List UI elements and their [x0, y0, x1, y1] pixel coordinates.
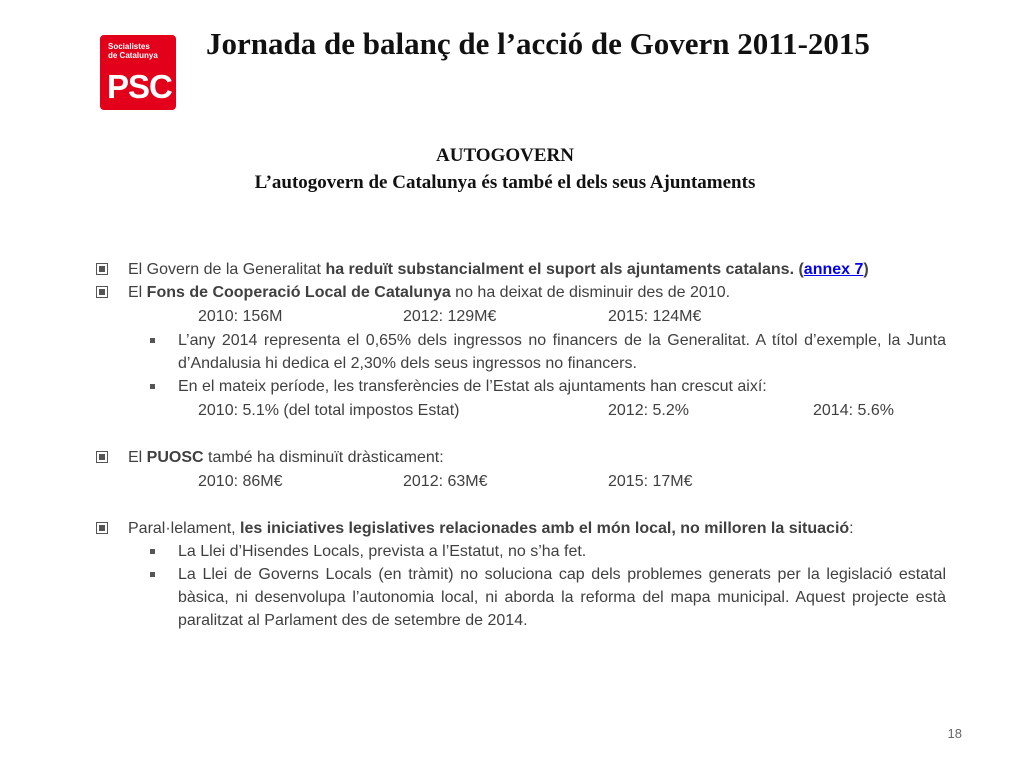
section-heading: AUTOGOVERN — [436, 145, 574, 166]
bullet-item: Paral·lelament, les iniciatives legislatives relacionades amb el món local, no milloren la situació: — [96, 517, 946, 540]
checkbox-bullet-icon — [96, 286, 108, 298]
square-bullet-icon — [150, 549, 155, 554]
values-row: 2010: 5.1% (del total impostos Estat) 2012: 5.2% 2014: 5.6% — [198, 402, 894, 419]
slide-content — [96, 258, 946, 632]
sub-bullet-item: En el mateix període, les transferències de l’Estat als ajuntaments han crescut així: — [96, 375, 946, 398]
annex-link[interactable]: annex 7 — [803, 261, 864, 278]
values-row: 2010: 156M 2012: 129M€ 2015: 124M€ — [198, 308, 702, 325]
checkbox-bullet-icon — [96, 522, 108, 534]
sub-bullet-item: La Llei de Governs Locals (en tràmit) no soluciona cap dels problemes generats per la legislació estatal bàsica, ni desenvolupa l’autonomia local, ni aborda la reforma del mapa municipal. Aquest projecte està paralitzat al Parlament des de setembre de 2014. — [96, 563, 946, 632]
square-bullet-icon — [150, 338, 155, 343]
psc-logo — [100, 35, 176, 110]
square-bullet-icon — [150, 572, 155, 577]
page-number: 18 — [947, 726, 962, 741]
section-header — [0, 142, 1010, 196]
bullet-item: El PUOSC també ha disminuït dràsticament: — [96, 446, 946, 469]
checkbox-bullet-icon — [96, 263, 108, 275]
sub-bullet-item: La Llei d’Hisendes Locals, prevista a l’Estatut, no s’ha fet. — [96, 540, 946, 563]
page-title: Jornada de balanç de l’acció de Govern 2011-2015 — [206, 26, 870, 61]
sub-bullet-item: L’any 2014 representa el 0,65% dels ingressos no financers de la Generalitat. A títol d’exemple, la Junta d’Andalusia hi dedica el 2,30% dels seus ingressos no financers. — [96, 329, 946, 375]
values-row: 2010: 86M€ 2012: 63M€ 2015: 17M€ — [198, 473, 693, 490]
square-bullet-icon — [150, 384, 155, 389]
bullet-item: El Govern de la Generalitat ha reduït substancialment el suport als ajuntaments catalans. (annex 7) — [96, 258, 946, 281]
bullet-item: El Fons de Cooperació Local de Catalunya no ha deixat de disminuir des de 2010. — [96, 281, 946, 304]
logo-name: PSC — [107, 68, 172, 105]
section-subheading: L’autogovern de Catalunya és també el dels seus Ajuntaments — [254, 172, 756, 193]
logo-text: Socialistes de Catalunya — [108, 42, 158, 60]
checkbox-bullet-icon — [96, 451, 108, 463]
